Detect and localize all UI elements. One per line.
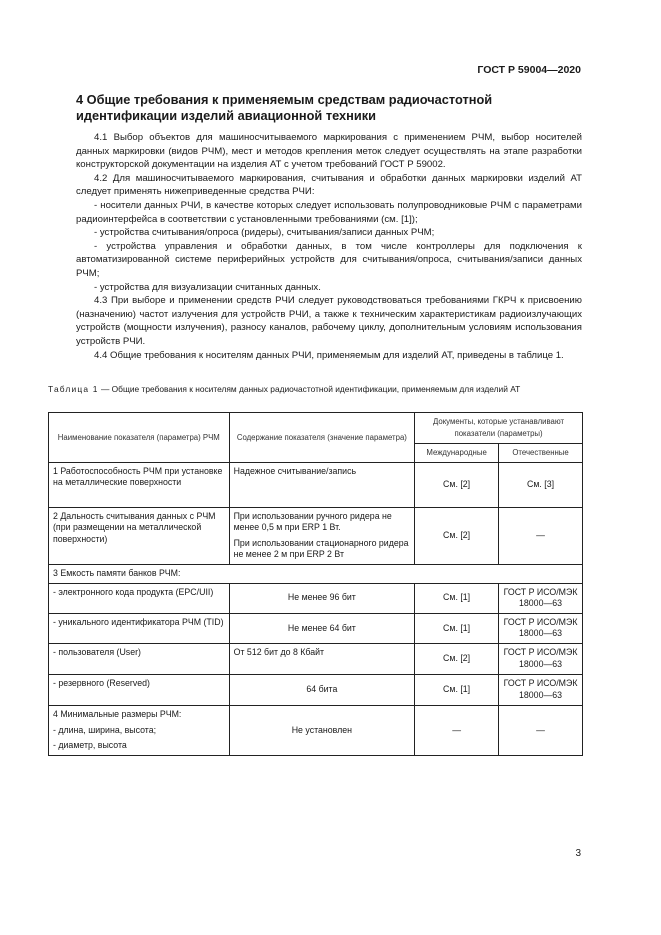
row-2-national: — bbox=[499, 507, 583, 564]
row-2-international: См. [2] bbox=[415, 507, 499, 564]
row-3d-name: - резервного (Reserved) bbox=[49, 674, 230, 705]
row-2-value bbox=[229, 507, 415, 564]
table-caption-label: Таблица 1 bbox=[48, 384, 99, 394]
row-3b-international: См. [1] bbox=[415, 613, 499, 643]
page-number: 3 bbox=[575, 848, 581, 859]
row-3c-international: См. [2] bbox=[415, 643, 499, 674]
row-2-value-a: При использовании ручного ридера не менее 0,5 м при ERP 1 Вт. bbox=[233, 510, 392, 533]
row-1-name: 1 Работоспособность РЧМ при установке на металлические поверхности bbox=[49, 462, 230, 507]
row-3c-national: ГОСТ Р ИСО/МЭК 18000—63 bbox=[499, 643, 583, 674]
row-3b-value: Не менее 64 бит bbox=[229, 613, 415, 643]
row-3a-international: См. [1] bbox=[415, 583, 499, 613]
row-4-national: — bbox=[499, 705, 583, 755]
row-3a-national: ГОСТ Р ИСО/МЭК 18000—63 bbox=[499, 583, 583, 613]
header-national: Отечественные bbox=[499, 444, 583, 463]
row-3-name: 3 Емкость памяти банков РЧМ: bbox=[49, 564, 583, 583]
table-row bbox=[49, 564, 583, 583]
list-item: - устройства для визуализации считанных данных. bbox=[94, 281, 321, 293]
header-parameter-name: Наименование показателя (параметра) РЧМ bbox=[49, 413, 230, 463]
table-row bbox=[49, 583, 583, 613]
list-item: - устройства управления и обработки данных, в том числе контроллеры для подключения к автоматизированной системе периферийных устройств для считывания/опроса, считывания/записи данных РЧМ; bbox=[76, 240, 582, 279]
row-3a-value: Не менее 96 бит bbox=[229, 583, 415, 613]
row-3b-national: ГОСТ Р ИСО/МЭК 18000—63 bbox=[499, 613, 583, 643]
row-3d-value: 64 бита bbox=[229, 674, 415, 705]
section-body bbox=[76, 131, 582, 362]
header-international: Международные bbox=[415, 444, 499, 463]
table-row bbox=[49, 613, 583, 643]
header-parameter-value: Содержание показателя (значение параметра) bbox=[229, 413, 415, 463]
row-3a-name: - электронного кода продукта (EPC/UII) bbox=[49, 583, 230, 613]
paragraph-4-3: 4.3 При выборе и применении средств РЧИ следует руководствоваться требованиями ГКРЧ к присвоению (назначению) частот излучения для устройств РЧИ, а также к техническим характеристикам радиоизлучающих устройств (мощности излучения), разносу каналов, рабочему циклу, дополнительным условиям использования устройств РЧИ. bbox=[76, 295, 582, 347]
row-3d-national: ГОСТ Р ИСО/МЭК 18000—63 bbox=[499, 674, 583, 705]
list-item: - носители данных РЧИ, в качестве которых следует использовать полупроводниковые РЧМ с параметрами радиоинтерфейса в соответствии с установленными требованиями (см. [1]); bbox=[76, 199, 582, 225]
row-4-name bbox=[49, 705, 230, 755]
row-4-sub-2: - диаметр, высота bbox=[53, 740, 127, 751]
row-1-value: Надежное считывание/запись bbox=[229, 462, 415, 507]
paragraph-4-1: 4.1 Выбор объектов для машиносчитываемого маркирования с применением РЧМ, выбор носителей данных маркировки (видов РЧМ), мест и методов крепления меток следует осуществлять на этапе разработки конструкторской документации на изделия АТ с учетом требований ГОСТ Р 59002. bbox=[76, 132, 582, 171]
table-header-row bbox=[49, 413, 583, 444]
row-3c-name: - пользователя (User) bbox=[49, 643, 230, 674]
row-2-name: 2 Дальность считывания данных с РЧМ (при размещении на металлической поверхности) bbox=[49, 507, 230, 564]
row-4-value: Не установлен bbox=[229, 705, 415, 755]
table-caption-text: — Общие требования к носителям данных радиочастотной идентификации, применяемым для изделий АТ bbox=[98, 384, 521, 394]
row-3c-value: От 512 бит до 8 Кбайт bbox=[229, 643, 415, 674]
section-title-line-2: идентификации изделий авиационной техники bbox=[76, 108, 377, 123]
table-row bbox=[49, 643, 583, 674]
row-1-international: См. [2] bbox=[415, 462, 499, 507]
paragraph-4-2: 4.2 Для машиносчитываемого маркирования, считывания и обработки данных маркировки изделий АТ следует применять нижеприведенные средства РЧИ: bbox=[76, 172, 582, 198]
list-item: - устройства считывания/опроса (ридеры), считывания/записи данных РЧМ; bbox=[94, 227, 435, 239]
table-row bbox=[49, 674, 583, 705]
header-documents: Документы, которые устанавливают показатели (параметры) bbox=[415, 413, 583, 444]
row-2-value-b: При использовании стационарного ридера не менее 2 м при ERP 2 Вт bbox=[233, 537, 409, 560]
table-row bbox=[49, 462, 583, 507]
row-3d-international: См. [1] bbox=[415, 674, 499, 705]
row-1-national: См. [3] bbox=[499, 462, 583, 507]
row-4-title: 4 Минимальные размеры РЧМ: bbox=[53, 708, 182, 719]
document-number: ГОСТ Р 59004—2020 bbox=[477, 64, 581, 76]
section-title bbox=[76, 92, 596, 124]
paragraph-4-4: 4.4 Общие требования к носителям данных РЧИ, применяемым для изделий АТ, приведены в таблице 1. bbox=[94, 349, 564, 361]
section-title-line-1: 4 Общие требования к применяемым средствам радиочастотной bbox=[76, 92, 493, 107]
row-4-sub-1: - длина, ширина, высота; bbox=[53, 724, 157, 735]
table-row bbox=[49, 705, 583, 755]
row-4-international: — bbox=[415, 705, 499, 755]
requirements-table bbox=[48, 412, 583, 756]
table-caption bbox=[48, 384, 588, 395]
row-3b-name: - уникального идентификатора РЧМ (TID) bbox=[49, 613, 230, 643]
table-row bbox=[49, 507, 583, 564]
